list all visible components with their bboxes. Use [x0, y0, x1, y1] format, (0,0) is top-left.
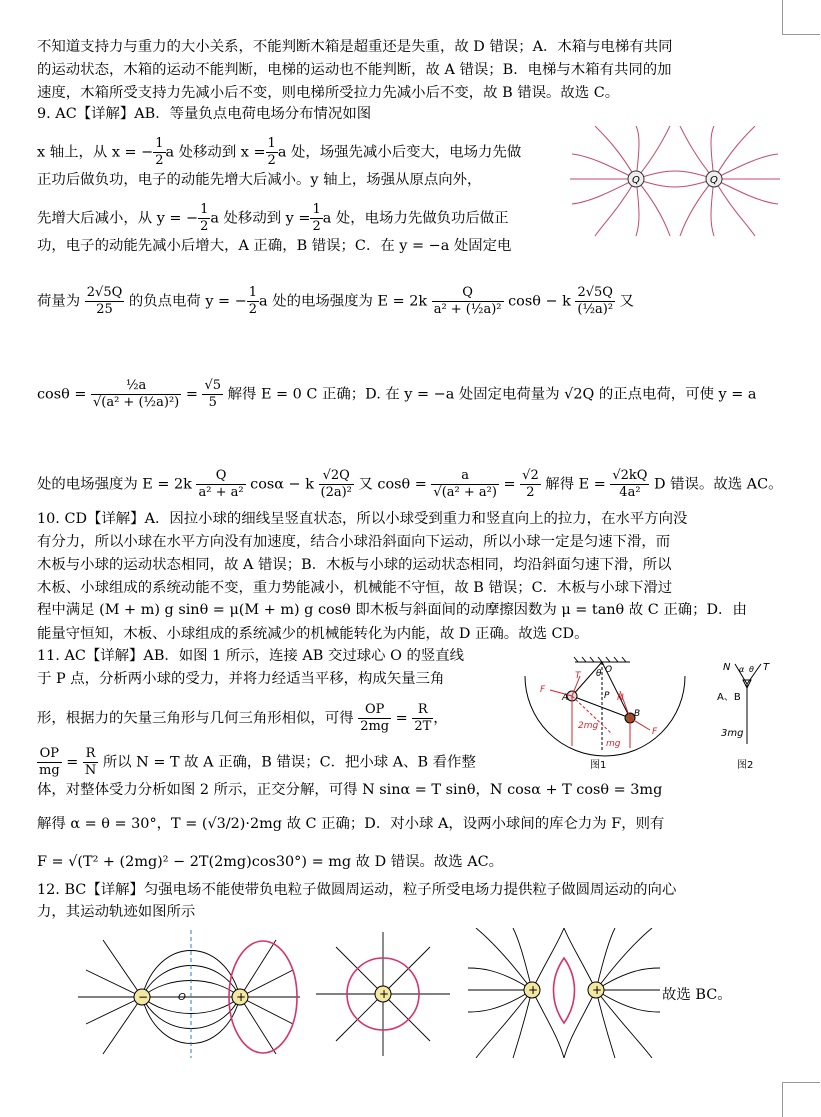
- corner-mark: [782, 1082, 783, 1117]
- force-label: T: [763, 662, 770, 673]
- figure-1-bowl-balls: [520, 656, 690, 774]
- formula-line: 形，根据力的矢量三角形与几何三角形相似，可得 $\frac{OP}{2mg}$ = $\frac{R}{2T}$ ，: [37, 702, 448, 734]
- text-line: 的运动状态，木箱的运动不能判断，电梯的运动也不能判断，故 A 错误；B．电梯与木箱有共同的加: [37, 62, 672, 78]
- text-line: 11. AC【详解】AB．如图 1 所示，连接 AB 交过球心 O 的竖直线: [37, 648, 465, 664]
- ball-label: B: [634, 709, 641, 719]
- corner-mark: [782, 34, 820, 35]
- text-line: 有分力，所以小球在水平方向没有加速度，结合小球沿斜面向下运动，所以小球一定是匀速下滑，而: [37, 534, 671, 550]
- figure-dipole-field: [78, 930, 300, 1058]
- field-lines-two-negative-charges: [570, 126, 780, 246]
- formula-line: 处的电场强度为 E = 2k $\frac{Q}{\text{a² + a²}}$ cosα − k $\frac{√2Q}{\text{(2a)²}}$ 又 cosθ = $\frac{a}{\text{√(a² + a²)}}$ = $\frac{√2}{2}$ 解得 E = $\frac{√2kQ}{\text{4a²}}$ D 错误。故选 AC。: [37, 468, 783, 500]
- text-line: 先增大后减小，从 y = − $\frac{1}{2}$ a 处移动到 y = $\frac{1}{2}$ a 处，电场力先做负功后做正: [37, 202, 509, 234]
- text-line: 木板与小球的运动状态相同，故 A 错误；B．木板与小球的运动状态相同，均沿斜面匀速下滑，所以: [37, 557, 672, 573]
- text-line: 故选 BC。: [662, 987, 732, 1003]
- force-label: 3mg: [721, 728, 744, 739]
- formula-line: cosθ = $\frac{\text{½a}}{\text{√(a² + (½a)²)}}$ = $\frac{√5}{5}$ 解得 E = 0 C 正确；D. 在 y = −a 处固定电荷量为 √2Q 的正点电荷，可使 y = a: [37, 378, 757, 410]
- point-label: O: [605, 665, 613, 675]
- text-line: 速度，木箱所受支持力先减小后不变，则电梯所受拉力先减小后不变，故 B 错误。故选 C。: [37, 85, 620, 101]
- text-line: 解得 α = θ = 30°，T = (√3/2)·2mg 故 C 正确；D．对小球 A，设两小球间的库仑力为 F，则有: [37, 816, 665, 832]
- text-line: 不知道支持力与重力的大小关系，不能判断木箱是超重还是失重，故 D 错误；A．木箱与电梯有共同: [37, 39, 673, 55]
- formula-line: $\frac{OP}{mg}$ = $\frac{R}{N}$ 所以 N = T 故 A 正确，B 错误；C．把小球 A、B 看作整: [39, 746, 476, 778]
- text-line: F = √(T² + (2mg)² − 2T(2mg)cos30°) = mg 故 D 错误。故选 AC。: [37, 854, 504, 870]
- force-label: N: [617, 693, 624, 703]
- charge-sign: +: [592, 983, 603, 997]
- text-line: 于 P 点，分析两小球的受力，并将力经适当平移，构成矢量三角: [37, 671, 445, 687]
- angle-label: α: [739, 665, 745, 674]
- figure-caption: 图2: [737, 760, 754, 771]
- force-label: N: [723, 662, 731, 673]
- figure-single-charge-field: [316, 932, 450, 1056]
- charge-sign: +: [379, 987, 390, 1001]
- force-label: T: [575, 671, 581, 681]
- point-label: O: [178, 992, 186, 1003]
- text-line: 力，其运动轨迹如图所示: [37, 904, 196, 920]
- charge-label: Q: [632, 175, 640, 186]
- text-line: 12. BC【详解】匀强电场不能使带负电粒子做圆周运动，粒子所受电场力提供粒子做圆周运动的向心: [37, 882, 677, 898]
- force-label: F: [652, 727, 658, 737]
- text-line: 能量守恒知，木板、小球组成的系统减少的机械能转化为内能，故 D 正确。故选 CD。: [37, 626, 589, 642]
- figure-caption: 图1: [590, 760, 607, 771]
- charge-sign: −: [138, 990, 149, 1004]
- ball-label: A: [562, 693, 569, 703]
- charge-label: Q: [710, 175, 718, 186]
- force-label: mg: [606, 739, 621, 749]
- charge-sign: +: [528, 983, 539, 997]
- figure-2-force-diagram: [715, 660, 785, 775]
- formula-line: 荷量为 $\frac{2√5Q}{25}$ 的负点电荷 y = − $\frac{1}{2}$ a 处的电场强度为 E = 2k $\frac{Q}{\text{a² + (½a)²}}$ cosθ − k $\frac{2√5Q}{\text{(½a)²}}$ 又: [37, 285, 635, 317]
- text-line: 10. CD【详解】A．因拉小球的细线呈竖直状态，所以小球受到重力和竖直向上的拉力，在水平方向没: [37, 511, 688, 527]
- figure-two-positive-charges-field: [468, 928, 660, 1058]
- ball-label: A、B: [717, 692, 741, 703]
- question-9-head: 9. AC【详解】AB．等量负点电荷电场分布情况如图: [37, 106, 372, 122]
- force-label: 2mg: [578, 721, 599, 731]
- text-line: 体，对整体受力分析如图 2 所示，正交分解，可得 N sinα = T sinθ，N cosα + T cosθ = 3mg: [37, 782, 663, 798]
- angle-label: θ: [596, 669, 602, 679]
- text-line: x 轴上，从 x = − $\frac{1}{2}$ a 处移动到 x = $\frac{1}{2}$ a 处，场强先减小后变大，电场力先做: [37, 136, 522, 168]
- point-label: P: [604, 691, 610, 701]
- force-label: F: [540, 685, 546, 695]
- charge-sign: +: [236, 990, 247, 1004]
- text-line: 程中满足 (M + m) g sinθ = μ(M + m) g cosθ 即木板与斜面间的动摩擦因数为 μ = tanθ 故 C 正确；D．由: [37, 602, 747, 618]
- corner-mark: [782, 1082, 820, 1083]
- angle-label: θ: [749, 665, 754, 674]
- text-line: 功，电子的动能先减小后增大，A 正确，B 错误；C．在 y = −a 处固定电: [37, 238, 512, 254]
- text-line: 木板、小球组成的系统动能不变，重力势能减小，机械能不守恒，故 B 错误；C．木板与小球下滑过: [37, 580, 673, 596]
- text-line: 正功后做负功，电子的动能先增大后减小。y 轴上，场强从原点向外，: [37, 172, 482, 188]
- corner-mark: [782, 0, 783, 34]
